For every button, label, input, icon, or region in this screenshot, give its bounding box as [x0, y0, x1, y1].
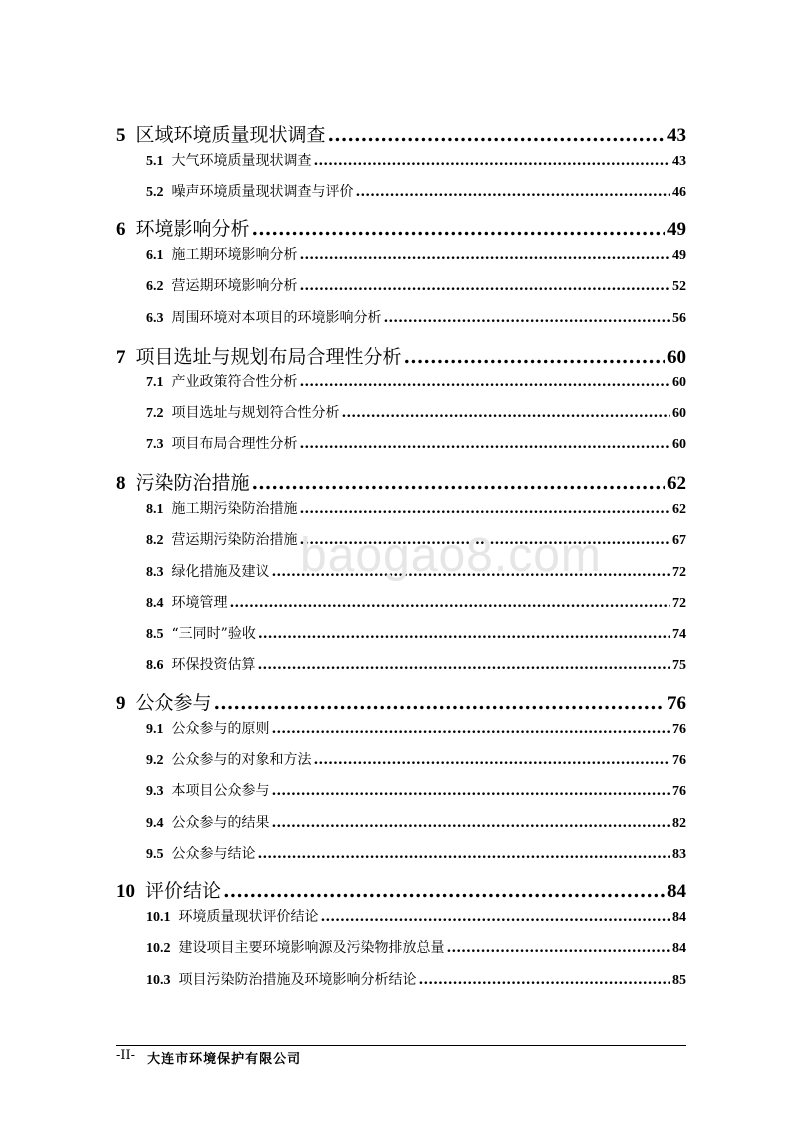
- toc-leader: [447, 940, 671, 956]
- toc-number: 7: [116, 347, 126, 368]
- toc-number: 10.2: [146, 941, 171, 956]
- toc-number: 8.6: [146, 658, 164, 673]
- toc-number: 10.1: [146, 910, 171, 925]
- toc-number: 6.1: [146, 248, 164, 263]
- toc-number: 5.1: [146, 154, 164, 169]
- toc-page: 72: [672, 565, 686, 580]
- toc-title: 环境管理: [171, 595, 228, 611]
- toc-leader: [356, 184, 671, 200]
- toc-number: 9: [116, 693, 126, 714]
- toc-leader: [300, 436, 671, 452]
- toc-entry-8-5[interactable]: [146, 623, 686, 643]
- toc-page: 52: [672, 279, 686, 294]
- toc-leader: [272, 815, 671, 831]
- toc-page: 76: [672, 753, 686, 768]
- toc-number: 6.2: [146, 279, 164, 294]
- toc-number: 8.2: [146, 533, 164, 548]
- toc-entry-10-3[interactable]: [146, 969, 686, 989]
- toc-title: 本项目公众参与: [171, 783, 270, 799]
- toc-number: 7.2: [146, 406, 164, 421]
- toc-title: 污染防治措施: [135, 472, 250, 494]
- toc-entry-10-1[interactable]: [146, 906, 686, 926]
- toc-page: 76: [667, 693, 686, 714]
- toc-entry-6[interactable]: [116, 214, 686, 241]
- toc-entry-8-6[interactable]: [146, 654, 686, 674]
- toc-number: 5: [116, 125, 126, 146]
- toc-leader: [384, 310, 671, 326]
- toc-leader: [252, 218, 665, 240]
- toc-page: 85: [672, 973, 686, 988]
- toc-page: 49: [672, 248, 686, 263]
- toc-page: 84: [672, 910, 686, 925]
- toc-title: 环保投资估算: [171, 657, 256, 673]
- toc-title: 项目布局合理性分析: [171, 436, 298, 452]
- toc-number: 5.2: [146, 185, 164, 200]
- toc-page: 84: [667, 881, 686, 902]
- toc-page: 60: [672, 375, 686, 390]
- toc-number: 6: [116, 219, 126, 240]
- toc-title: 项目污染防治措施及环境影响分析结论: [178, 972, 417, 988]
- toc-number: 8.4: [146, 596, 164, 611]
- toc-title: 大气环境质量现状调查: [171, 153, 312, 169]
- watermark: baogao8.com: [300, 529, 602, 582]
- toc-entry-8-3[interactable]: [146, 561, 686, 581]
- toc-entry-5-1[interactable]: [146, 150, 686, 170]
- toc-number: 8: [116, 473, 126, 494]
- page-footer: [116, 1048, 301, 1067]
- toc-entry-7-1[interactable]: [146, 371, 686, 391]
- toc-entry-6-1[interactable]: [146, 244, 686, 264]
- toc-leader: [272, 721, 671, 737]
- toc-leader: [300, 532, 671, 548]
- toc-number: 7.1: [146, 375, 164, 390]
- toc-leader: [272, 564, 671, 580]
- toc-entry-8-4[interactable]: [146, 592, 686, 612]
- toc-leader: [314, 153, 671, 169]
- toc-page: 56: [672, 311, 686, 326]
- toc-number: 8.5: [146, 627, 164, 642]
- toc-entry-10-2[interactable]: [146, 937, 686, 957]
- toc-title: 建设项目主要环境影响源及污染物排放总量: [178, 940, 445, 956]
- toc-page: 76: [672, 722, 686, 737]
- toc-entry-9[interactable]: [116, 688, 686, 715]
- toc-entry-8[interactable]: [116, 468, 686, 495]
- toc-title: 产业政策符合性分析: [171, 374, 298, 390]
- toc-leader: [258, 846, 671, 862]
- toc-leader: [252, 472, 665, 494]
- toc-title: 环境质量现状评价结论: [178, 909, 319, 925]
- toc-title: 项目选址与规划符合性分析: [171, 405, 340, 421]
- toc-page: 83: [672, 847, 686, 862]
- toc-number: 8.3: [146, 565, 164, 580]
- toc-title: 营运期污染防治措施: [171, 532, 298, 548]
- toc-title: 评价结论: [145, 880, 222, 902]
- toc-entry-6-3[interactable]: [146, 307, 686, 327]
- toc-leader: [258, 626, 670, 642]
- toc-leader: [258, 657, 671, 673]
- toc-entry-9-4[interactable]: [146, 812, 686, 832]
- toc-page: 74: [672, 627, 686, 642]
- toc-page: 67: [672, 533, 686, 548]
- toc-number: 10: [116, 881, 135, 902]
- toc-number: 7.3: [146, 437, 164, 452]
- toc-number: 9.4: [146, 816, 164, 831]
- toc-entry-7-2[interactable]: [146, 402, 686, 422]
- toc-entry-10[interactable]: [116, 876, 686, 903]
- toc-title: 绿化措施及建议: [171, 564, 270, 580]
- toc-page: 82: [672, 816, 686, 831]
- toc-leader: [214, 692, 665, 714]
- toc-leader: [314, 752, 671, 768]
- toc-page: 43: [672, 154, 686, 169]
- toc-leader: [419, 972, 671, 988]
- toc-number: 9.1: [146, 722, 164, 737]
- toc-number: 6.3: [146, 311, 164, 326]
- toc-entry-9-5[interactable]: [146, 843, 686, 863]
- toc-entry-7-3[interactable]: [146, 433, 686, 453]
- toc-entry-6-2[interactable]: [146, 275, 686, 295]
- toc-leader: [328, 124, 665, 146]
- toc-number: 9.5: [146, 847, 164, 862]
- toc-title: “三同时”验收: [171, 626, 256, 642]
- toc-leader: [300, 278, 671, 294]
- toc-entry-7[interactable]: [116, 342, 686, 369]
- toc-title: 施工期环境影响分析: [171, 247, 298, 263]
- toc-number: 9.3: [146, 784, 164, 799]
- toc-title: 公众参与的结果: [171, 815, 270, 831]
- toc-leader: [404, 346, 665, 368]
- toc-number: 9.2: [146, 753, 164, 768]
- footer-divider: [116, 1045, 686, 1046]
- toc-title: 公众参与的对象和方法: [171, 752, 312, 768]
- toc-title: 营运期环境影响分析: [171, 278, 298, 294]
- footer-page-label: -II-: [116, 1048, 136, 1063]
- toc-number: 10.3: [146, 973, 171, 988]
- toc-page: 60: [667, 347, 686, 368]
- toc-leader: [300, 374, 671, 390]
- toc-title: 噪声环境质量现状调查与评价: [171, 184, 354, 200]
- toc-leader: [342, 405, 671, 421]
- toc-title: 公众参与的原则: [171, 721, 270, 737]
- toc-title: 周围环境对本项目的环境影响分析: [171, 310, 382, 326]
- toc-title: 区域环境质量现状调查: [135, 124, 326, 146]
- toc-page: 43: [667, 125, 686, 146]
- toc-entry-8-2[interactable]: [146, 529, 686, 549]
- toc-page: 60: [672, 437, 686, 452]
- footer-company: 大连市环境保护有限公司: [147, 1052, 302, 1067]
- toc-leader: [321, 909, 671, 925]
- toc-page: 60: [672, 406, 686, 421]
- toc-page: 72: [672, 596, 686, 611]
- toc-entry-5[interactable]: [116, 120, 686, 147]
- toc-title: 公众参与结论: [171, 846, 256, 862]
- toc-page: 49: [667, 219, 686, 240]
- toc-leader: [300, 501, 671, 517]
- toc-leader: [223, 880, 665, 902]
- toc-page: 76: [672, 784, 686, 799]
- toc-page: 62: [667, 473, 686, 494]
- toc-number: 8.1: [146, 502, 164, 517]
- toc-leader: [272, 783, 671, 799]
- toc-entry-5-2[interactable]: [146, 181, 686, 201]
- toc-page: 75: [672, 658, 686, 673]
- toc-title: 施工期污染防治措施: [171, 501, 298, 517]
- toc-leader: [300, 247, 671, 263]
- toc-entry-9-2[interactable]: [146, 749, 686, 769]
- toc-entry-9-3[interactable]: [146, 780, 686, 800]
- toc-page: 62: [672, 502, 686, 517]
- toc-title: 环境影响分析: [135, 218, 250, 240]
- toc-entry-9-1[interactable]: [146, 718, 686, 738]
- toc-title: 公众参与: [135, 692, 212, 714]
- toc-page: 46: [672, 185, 686, 200]
- toc-entry-8-1[interactable]: [146, 498, 686, 518]
- toc-title: 项目选址与规划布局合理性分析: [135, 346, 402, 368]
- toc-leader: [230, 595, 671, 611]
- toc-page: 84: [672, 941, 686, 956]
